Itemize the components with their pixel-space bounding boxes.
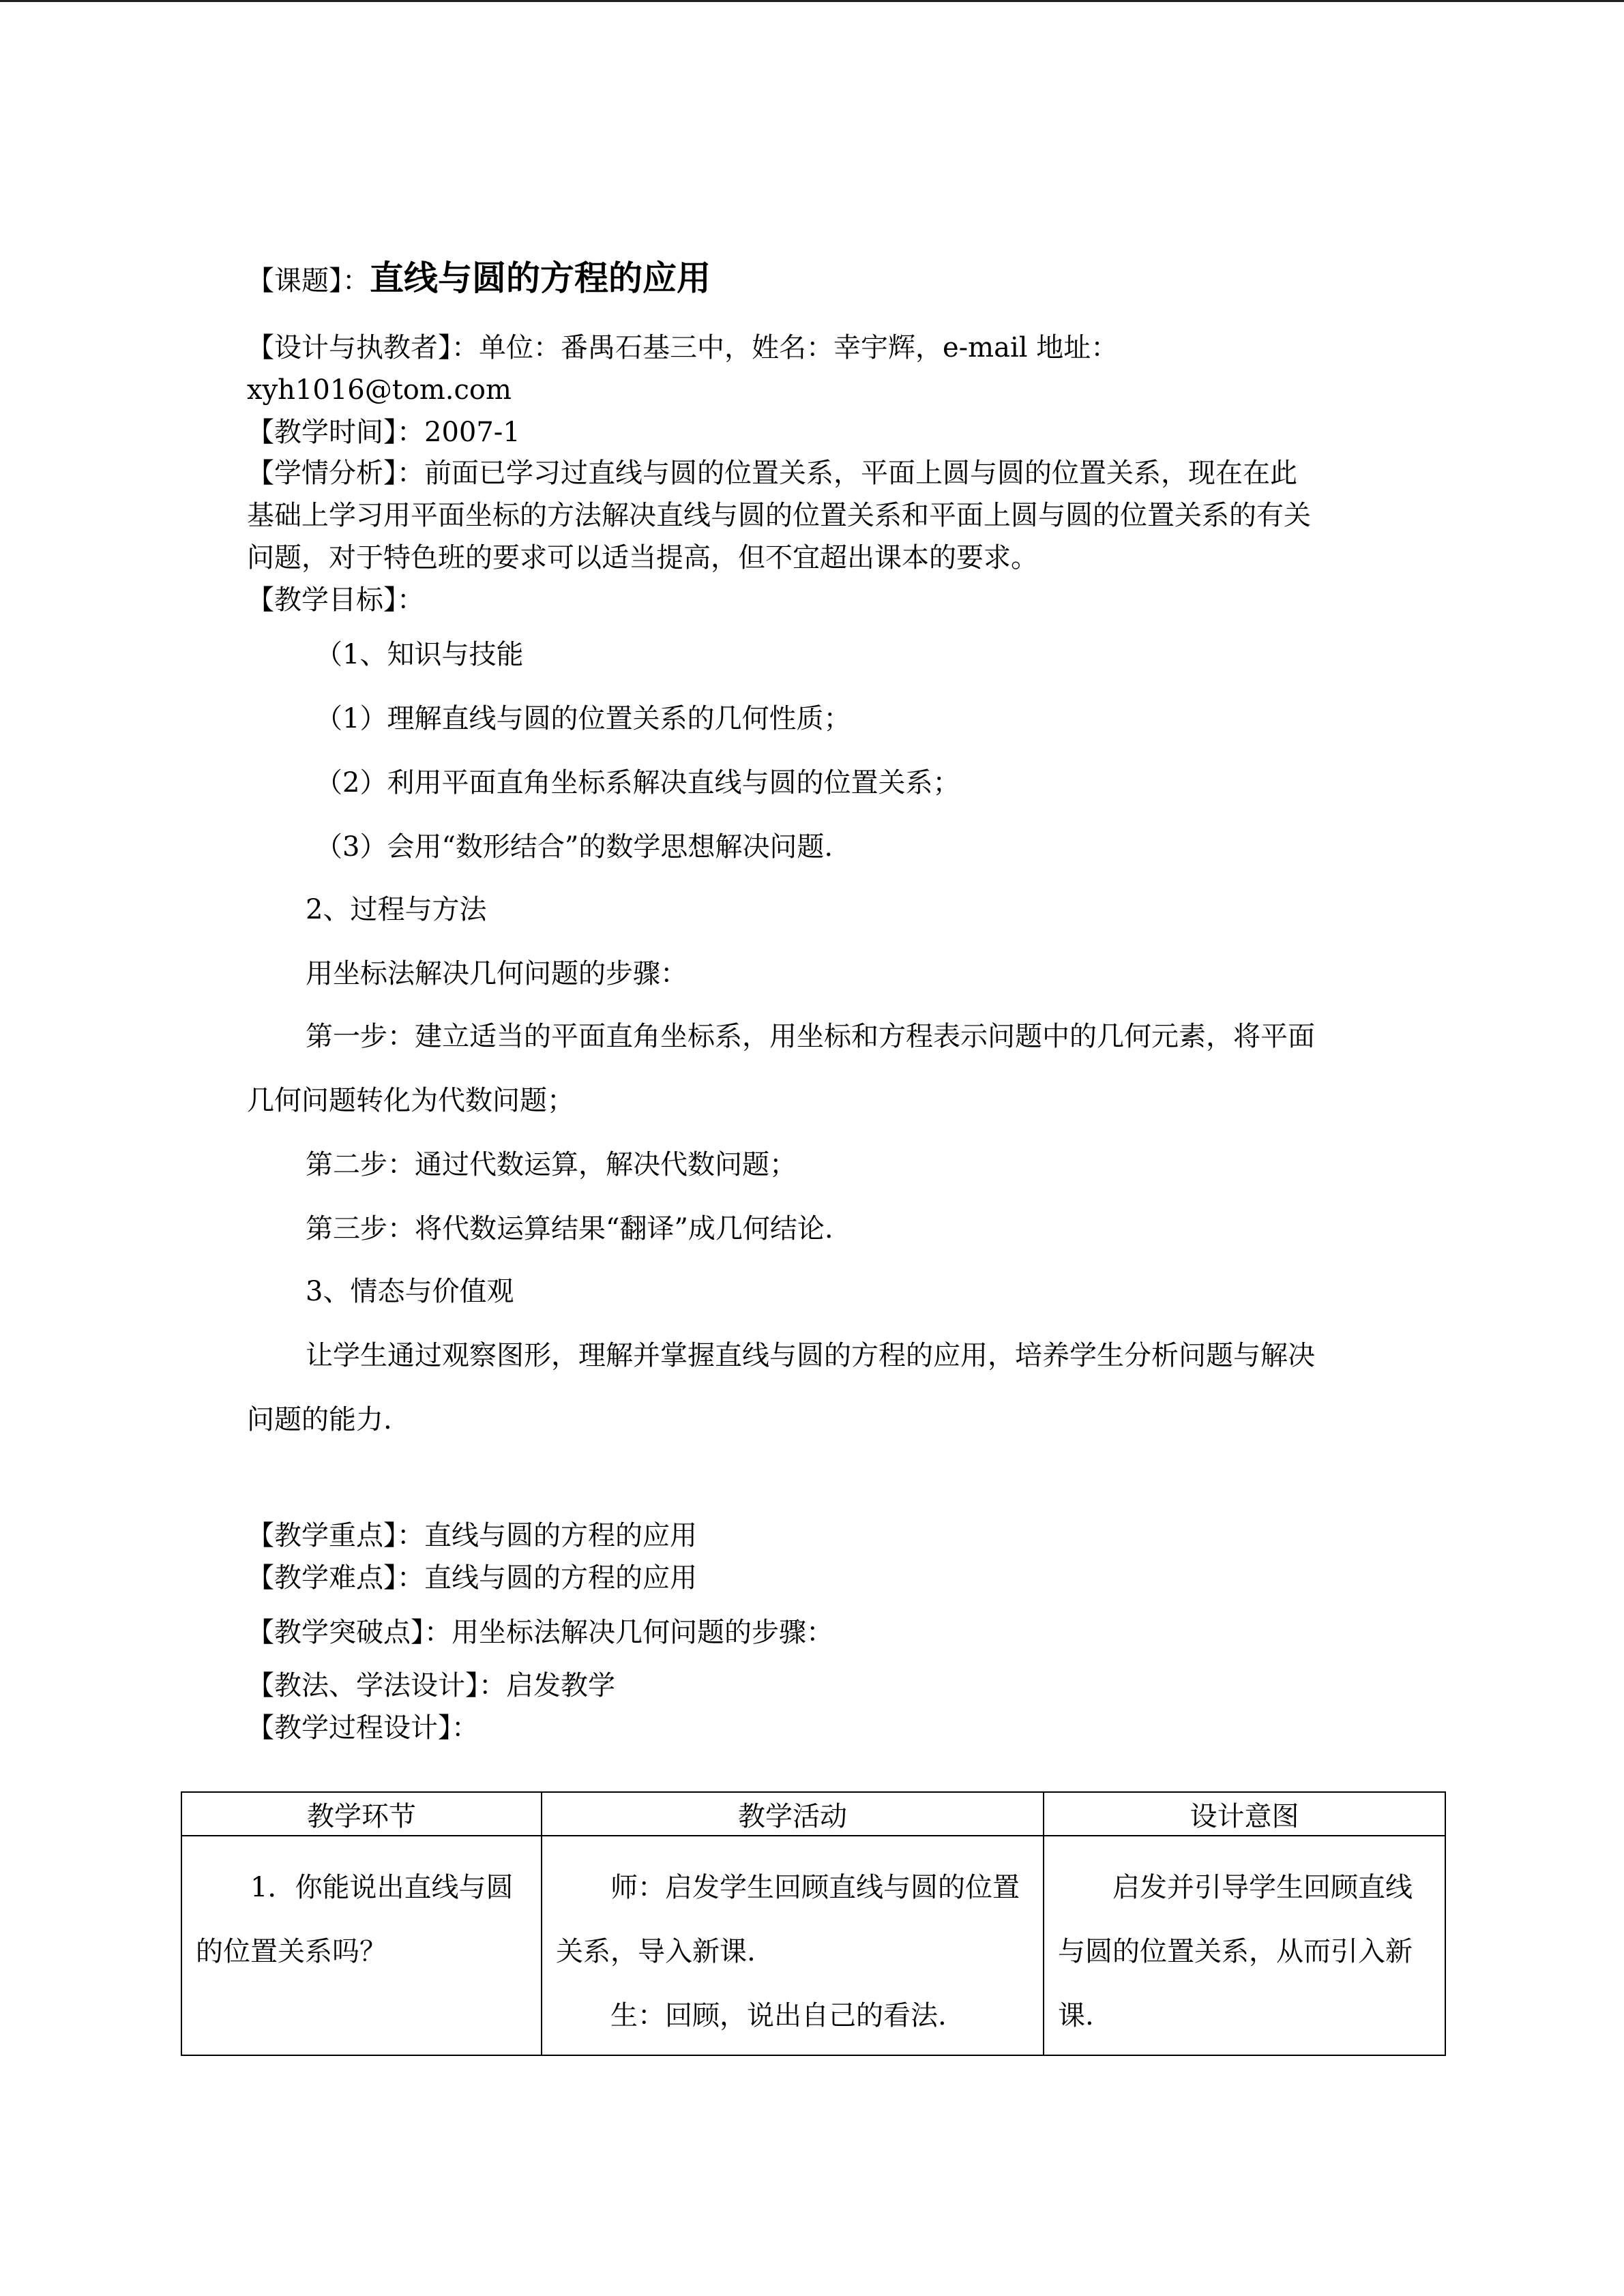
designer-line-2: xyh1016@tom.com (247, 374, 512, 406)
breakthrough: 【教学突破点】：用坐标法解决几何问题的步骤： (247, 1617, 833, 1648)
header-stage: 教学环节 (181, 1792, 542, 1836)
page-title (247, 260, 711, 299)
method: 【教法、学法设计】：启发教学 (247, 1670, 615, 1701)
goal-item-3: （3）会用“数形结合”的数学思想解决问题. (315, 831, 833, 863)
topic-label: 【课题】： (247, 265, 370, 297)
process-heading: 2、过程与方法 (306, 894, 487, 925)
attitude-line-1: 让学生通过观察图形，理解并掌握直线与圆的方程的应用，培养学生分析问题与解决 (306, 1340, 1315, 1371)
stage-text: 1．你能说出直线与圆的位置关系吗？ (196, 1872, 514, 1967)
process-design-label: 【教学过程设计】： (247, 1712, 479, 1744)
process-intro: 用坐标法解决几何问题的步骤： (306, 958, 688, 989)
step-1-line-2: 几何问题转化为代数问题； (247, 1085, 574, 1116)
header-intent: 设计意图 (1044, 1792, 1445, 1836)
table-row (181, 1836, 1445, 2055)
intent-text: 启发并引导学生回顾直线与圆的位置关系，从而引入新课. (1058, 1872, 1413, 2031)
difficulty: 【教学难点】：直线与圆的方程的应用 (247, 1562, 697, 1594)
goal-item-1: （1）理解直线与圆的位置关系的几何性质； (315, 703, 851, 734)
lesson-plan-table (181, 1791, 1446, 2056)
teaching-time: 【教学时间】：2007-1 (247, 417, 520, 448)
topic-title: 直线与圆的方程的应用 (370, 258, 711, 298)
analysis-line-2: 基础上学习用平面坐标的方法解决直线与圆的位置关系和平面上圆与圆的位置关系的有关 (247, 500, 1311, 531)
key-point: 【教学重点】：直线与圆的方程的应用 (247, 1520, 697, 1551)
cell-intent (1044, 1836, 1445, 2055)
step-2: 第二步：通过代数运算，解决代数问题； (306, 1149, 797, 1180)
cell-stage (181, 1836, 542, 2055)
activity-teacher: 师：启发学生回顾直线与圆的位置关系，导入新课. (556, 1872, 1020, 1967)
cell-activity (542, 1836, 1044, 2055)
analysis-line-1: 【学情分析】：前面已学习过直线与圆的位置关系，平面上圆与圆的位置关系，现在在此 (247, 458, 1297, 489)
attitude-heading: 3、情态与价值观 (306, 1276, 514, 1307)
header-activity: 教学活动 (542, 1792, 1044, 1836)
activity-student: 生：回顾，说出自己的看法. (610, 2000, 947, 2031)
step-3: 第三步：将代数运算结果“翻译”成几何结论. (306, 1213, 833, 1244)
page-top-border (0, 0, 1624, 2)
attitude-line-2: 问题的能力. (247, 1404, 392, 1435)
step-1-line-1: 第一步：建立适当的平面直角坐标系，用坐标和方程表示问题中的几何元素，将平面 (306, 1021, 1315, 1052)
goal-item-2: （2）利用平面直角坐标系解决直线与圆的位置关系； (315, 767, 960, 799)
analysis-line-3: 问题，对于特色班的要求可以适当提高，但不宜超出课本的要求。 (247, 542, 1038, 573)
knowledge-heading: （1、知识与技能 (315, 639, 524, 670)
goals-label: 【教学目标】： (247, 584, 424, 616)
table-header-row (181, 1792, 1445, 1836)
designer-line-1: 【设计与执教者】：单位：番禺石基三中，姓名：幸宇辉，e-mail 地址： (247, 332, 1119, 363)
